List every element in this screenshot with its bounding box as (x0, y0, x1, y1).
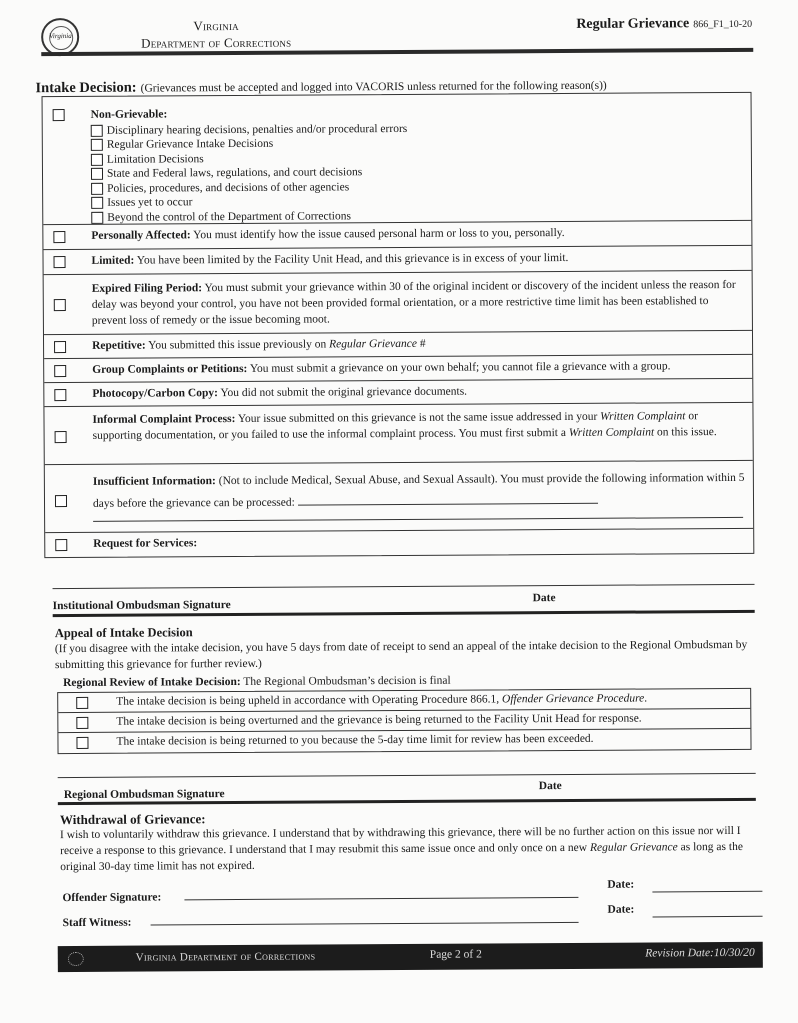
returned-checkbox[interactable] (76, 737, 88, 749)
regional-option-returned: The intake decision is being returned to you because the 5-day time limit for review has been exceeded. (58, 729, 750, 753)
request-for-services-checkbox[interactable] (55, 539, 67, 551)
non-grievable-checkbox[interactable] (53, 109, 65, 121)
sub-checkbox[interactable] (91, 153, 103, 165)
sub-item: Disciplinary hearing decisions, penalties and/or procedural errors (91, 119, 743, 137)
withdrawal-heading: Withdrawal of Grievance: (59, 811, 206, 828)
regional-review-table (57, 688, 751, 754)
sub-checkbox[interactable] (91, 197, 103, 209)
reason-limited: Limited: You have been limited by the Facility Unit Head, and this grievance is in excess of your limit. (43, 246, 751, 275)
overturned-checkbox[interactable] (76, 717, 88, 729)
offender-date-field[interactable] (652, 891, 762, 893)
staff-date-field[interactable] (653, 916, 763, 918)
footer-seal-icon (68, 952, 84, 966)
staff-witness-label: Staff Witness: (62, 916, 132, 930)
sub-checkbox[interactable] (91, 211, 103, 223)
staff-date-label: Date: (607, 903, 635, 916)
revision-date: Revision Date:10/30/20 (645, 946, 755, 960)
reason-photocopy: Photocopy/Carbon Copy: You did not submit the original grievance documents. (44, 379, 752, 407)
institutional-ombudsman-signature-label: Institutional Ombudsman Signature (52, 599, 231, 613)
sub-item: Policies, procedures, and decisions of other agencies (91, 177, 743, 195)
group-complaints-checkbox[interactable] (54, 365, 66, 377)
regional-option-overturned: The intake decision is being overturned and the grievance is being returned to the Facility Unit Head for response. (58, 709, 750, 733)
sub-checkbox[interactable] (91, 182, 103, 194)
reason-non-grievable: Non-Grievable: Disciplinary hearing decisions, penalties and/or procedural errors Regular Grievance Intake Decisions Limitation Decisions State and Federal laws, regulations, and court decisions Policies, procedures, and decisions of other agencies Issues yet to occur Beyond the control of the Department of Corrections (43, 93, 752, 225)
seal-logo-icon: Virginia (41, 18, 79, 56)
intake-decision-heading: Intake Decision: (Grievances must be accepted and logged into VACORIS unless returned for the following reason(s)) (35, 79, 607, 97)
sub-item: Issues yet to occur (91, 192, 743, 210)
reason-personally-affected: Personally Affected: You must identify how the issue caused personal harm or loss to you, personally. (43, 221, 751, 250)
agency-name (111, 16, 321, 51)
reason-insufficient-information: Insufficient Information: (Not to include Medical, Sexual Abuse, and Sexual Assault). You must provide the following information within 5 days before the grievance can be processed: (45, 461, 753, 533)
sub-checkbox[interactable] (91, 168, 103, 180)
reason-repetitive: Repetitive: You submitted this issue previously on Regular Grievance # (44, 331, 752, 359)
regional-ombudsman-signature-label: Regional Ombudsman Signature (63, 788, 225, 802)
sub-checkbox[interactable] (91, 124, 103, 136)
upheld-checkbox[interactable] (76, 697, 88, 709)
offender-signature-field[interactable] (184, 897, 578, 900)
personally-affected-checkbox[interactable] (53, 231, 65, 243)
offender-signature-label: Offender Signature: (62, 891, 162, 905)
page-footer (58, 942, 763, 972)
agency-line1: Virginia (193, 17, 239, 34)
offender-date-label: Date: (607, 878, 635, 891)
sub-item: State and Federal laws, regulations, and court decisions (91, 163, 743, 181)
regional-signature-line[interactable] (58, 773, 756, 778)
insufficient-info-field[interactable] (298, 494, 598, 506)
reason-expired-filing-period: Expired Filing Period: You must submit your grievance within 30 of the original incident or discovery of the incident unless the reason for delay was beyond your control, you have not been provided formal orientation, or a more restrictive time limit has been established to prevent loss of remedy or the issue becoming moot. (44, 271, 752, 335)
staff-witness-field[interactable] (151, 922, 579, 926)
reason-request-for-services: Request for Services: (45, 529, 753, 557)
repetitive-checkbox[interactable] (54, 341, 66, 353)
sub-checkbox[interactable] (91, 139, 103, 151)
sub-item: Limitation Decisions (91, 148, 743, 166)
page-number: Page 2 of 2 (429, 948, 482, 961)
intake-reasons-table (42, 92, 755, 558)
informal-complaint-checkbox[interactable] (55, 431, 67, 443)
appeal-heading: Appeal of Intake Decision (54, 625, 193, 641)
expired-filing-period-checkbox[interactable] (54, 299, 66, 311)
reason-informal-complaint: Informal Complaint Process: Your issue submitted on this grievance is not the same issue addressed in your Written Complaint or supporting documentation, or you failed to use the informal complaint process. You must first submit a Written Complaint on this issue. (44, 403, 752, 465)
photocopy-checkbox[interactable] (54, 389, 66, 401)
insufficient-info-field-line2[interactable] (93, 517, 743, 522)
form-title: Regular Grievance 866_F1_10-20 (576, 16, 753, 32)
withdrawal-statement: I wish to voluntarily withdraw this grievance. I understand that by withdrawing this grievance, there will be no further action on this issue nor will I receive a response to this grievance. I understand that I may resubmit this same issue once and only once on a new Regular Grievance as long as the original 30-day time limit has not expired. (60, 824, 743, 874)
sub-item: Regular Grievance Intake Decisions (91, 134, 743, 152)
limited-checkbox[interactable] (54, 256, 66, 268)
regional-option-upheld: The intake decision is being upheld in accordance with Operating Procedure 866.1, Offender Grievance Procedure. (58, 689, 750, 713)
form-code: 866_F1_10-20 (693, 18, 753, 31)
regional-date-label: Date (538, 780, 562, 793)
insufficient-information-checkbox[interactable] (55, 495, 67, 507)
reason-group-complaints: Group Complaints or Petitions: You must submit a grievance on your own behalf; you cannot file a grievance with a group. (44, 355, 752, 383)
institutional-date-label: Date (532, 592, 556, 605)
institutional-signature-line[interactable] (53, 584, 755, 589)
appeal-instructions: (If you disagree with the intake decision, you have 5 days from date of receipt to send an appeal of the intake decision to the Regional Ombudsman by submitting this grievance for further review.) (54, 638, 748, 672)
agency-line2: Department of Corrections (141, 34, 292, 51)
sub-item: Beyond the control of the Department of Corrections (91, 206, 743, 224)
footer-agency: Virginia Department of Corrections (135, 950, 316, 964)
regional-review-heading: Regional Review of Intake Decision: The Regional Ombudsman’s decision is final (63, 674, 451, 690)
